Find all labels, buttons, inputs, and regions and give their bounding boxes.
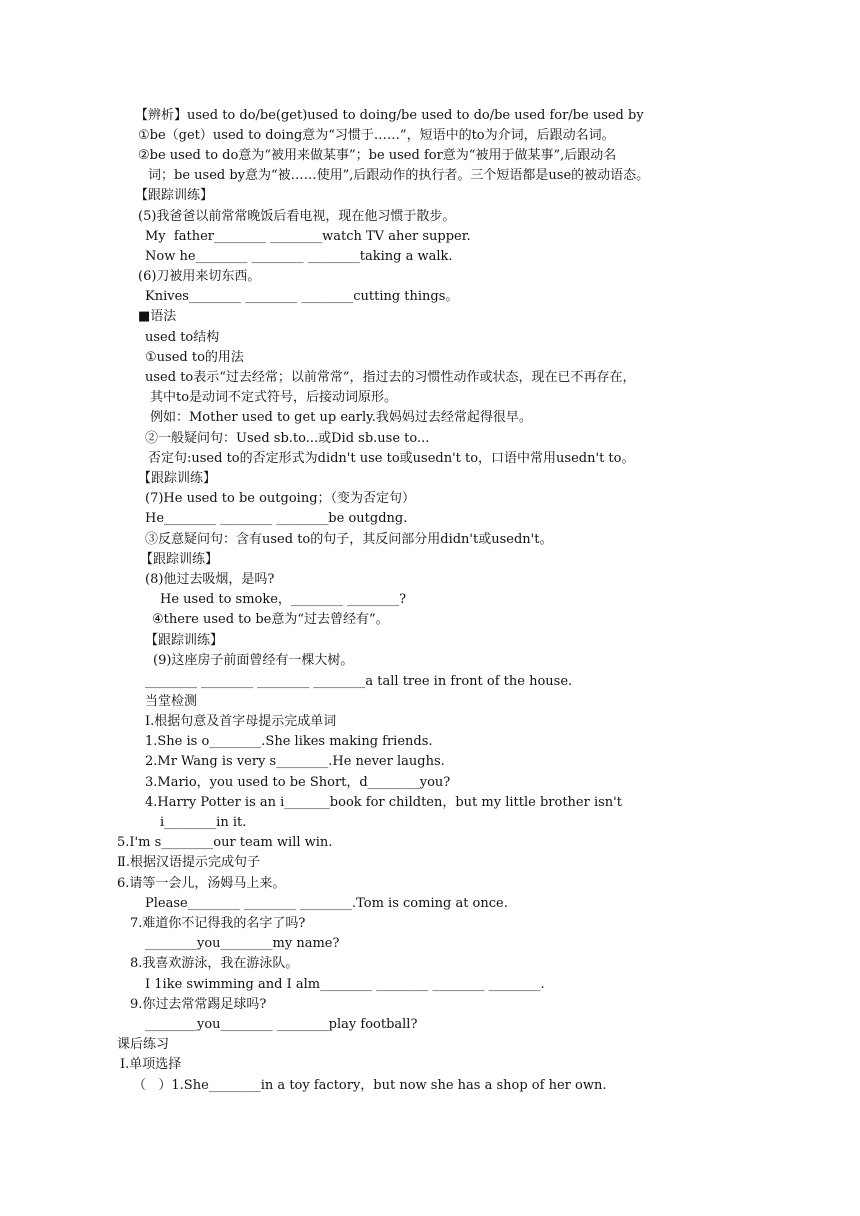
text-line: ④there used to be意为“过去曾经有”。	[152, 612, 389, 627]
text-line: i________in it.	[160, 815, 247, 830]
text-line: 1.She is o________.She likes making friends.	[145, 734, 433, 749]
section-heading: Ⅰ.单项选择	[120, 1057, 182, 1072]
text-line: ②be used to do意为“被用来做某事”；be used for意为“被用于做某事”,后跟动名	[138, 148, 617, 163]
text-line: 词；be used by意为“被……使用”,后跟动作的执行者。三个短语都是use的被动语态。	[148, 168, 650, 183]
section-heading: 【跟踪训练】	[145, 633, 224, 648]
text-line: (9)这座房子前面曾经有一棵大树。	[153, 653, 354, 668]
text-line: I.根据句意及首字母提示完成单词	[145, 714, 337, 729]
section-heading: 【跟踪训练】	[135, 188, 214, 203]
text-line: used to结构	[145, 330, 220, 345]
text-line: （ ）1.She________in a toy factory，but now she has a shop of her own.	[133, 1078, 607, 1093]
section-heading: 【跟踪训练】	[140, 552, 219, 567]
text-line: 其中to是动词不定式符号，后接动词原形。	[150, 390, 398, 405]
text-line: ________ ________ ________ ________a tall tree in front of the house.	[145, 674, 573, 689]
text-line: 3.Mario，you used to be Short，d________you?	[145, 775, 451, 790]
text-line: 9.你过去常常踢足球吗?	[130, 997, 267, 1012]
text-line: ②一般疑问句：Used sb.to...或Did sb.use to...	[145, 431, 430, 446]
text-line: 7.难道你不记得我的名字了吗?	[130, 916, 306, 931]
text-line: I 1ike swimming and I alm________ ________ ________ ________.	[145, 977, 545, 992]
text-line: 否定句:used to的否定形式为didn't use to或usedn't to，口语中常用usedn't to。	[148, 451, 635, 466]
text-line: He________ ________ ________be outgdng.	[145, 511, 408, 526]
text-line: Now he________ ________ ________taking a walk.	[145, 249, 453, 264]
text-line: Please________ ________ ________.Tom is coming at once.	[145, 896, 508, 911]
text-line: (7)He used to be outgoing；（变为否定句）	[145, 491, 416, 506]
text-line: ①be（get）used to doing意为“习惯于……”，短语中的to为介词，后跟动名词。	[138, 128, 615, 143]
section-heading: 【跟踪训练】	[138, 471, 217, 486]
text-line: 4.Harry Potter is an i_______book for childten，but my little brother isn't	[145, 795, 622, 810]
section-heading: 当堂检测	[145, 694, 198, 709]
text-line: 8.我喜欢游泳，我在游泳队。	[130, 956, 299, 971]
text-line: (6)刀被用来切东西。	[138, 269, 261, 284]
text-line: (8)他过去吸烟，是吗?	[145, 572, 275, 587]
text-line: 【辨析】used to do/be(get)used to doing/be used to do/be used for/be used by	[135, 108, 644, 123]
text-line: used to表示“过去经常；以前常常”，指过去的习惯性动作或状态，现在已不再存在，	[145, 370, 636, 385]
text-line: ________you________ ________play football?	[145, 1017, 418, 1032]
text-line: ________you________my name?	[145, 936, 340, 951]
text-line: ③反意疑问句：含有used to的句子，其反问部分用didn't或usedn't。	[145, 532, 553, 547]
text-line: Knives________ ________ ________cutting things。	[145, 289, 459, 304]
text-line: ①used to的用法	[145, 350, 244, 365]
text-line: 例如：Mother used to get up early.我妈妈过去经常起得很早。	[150, 410, 532, 425]
section-heading: Ⅱ.根据汉语提示完成句子	[117, 855, 260, 870]
text-line: 5.I'm s________our team will win.	[117, 835, 333, 850]
text-line: My father________ ________watch TV aher supper.	[145, 229, 471, 244]
text-line: (5)我爸爸以前常常晚饭后看电视，现在他习惯于散步。	[138, 209, 456, 224]
text-line: 2.Mr Wang is very s________.He never laughs.	[145, 754, 445, 769]
section-heading: ■语法	[138, 309, 177, 324]
text-line: 6.请等一会儿，汤姆马上来。	[117, 876, 286, 891]
text-line: He used to smoke，________ ________?	[160, 592, 407, 607]
section-heading: 课后练习	[117, 1037, 170, 1052]
